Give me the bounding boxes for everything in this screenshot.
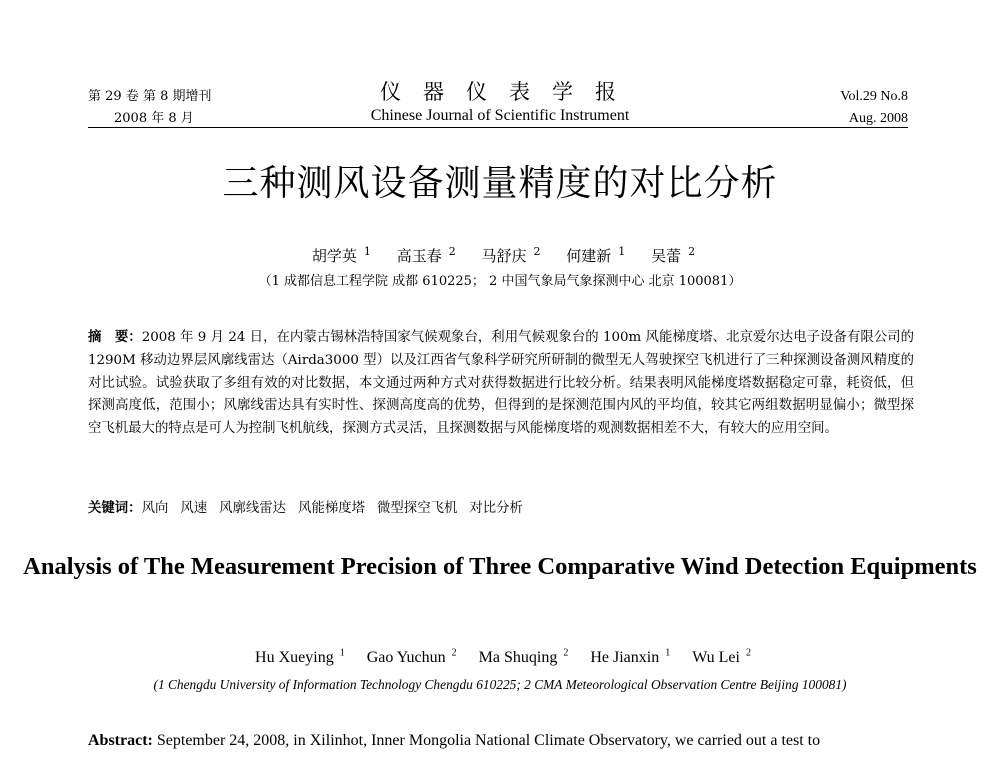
keyword: 风能梯度塔 bbox=[298, 501, 366, 516]
keyword: 对比分析 bbox=[469, 501, 523, 516]
paper-title-cn: 三种测风设备测量精度的对比分析 bbox=[222, 163, 778, 204]
keyword: 风速 bbox=[180, 501, 208, 516]
header-rule bbox=[88, 127, 908, 128]
author-list-en bbox=[0, 643, 1000, 669]
affiliation-cn: （1 成都信息工程学院 成都 610225； 2 中国气象局气象探测中心 北京 100081） bbox=[258, 274, 742, 289]
author-name: 吴蕾 bbox=[651, 247, 682, 265]
author-affiliation-mark: 1 bbox=[665, 648, 671, 659]
author-name: 高玉春 bbox=[396, 247, 442, 265]
keyword: 微型探空飞机 bbox=[377, 501, 458, 516]
abstract-text-en: September 24, 2008, in Xilinhot, Inner Mongolia National Climate Observatory, we carried out a test to bbox=[156, 732, 821, 749]
author-name: 马舒庆 bbox=[481, 247, 527, 265]
abstract-cn bbox=[88, 326, 914, 441]
abstract-label-cn: 摘 要： bbox=[88, 329, 142, 345]
author-affiliation-mark: 2 bbox=[451, 648, 457, 659]
author-en bbox=[686, 649, 751, 666]
author-affiliation-mark: 1 bbox=[618, 245, 626, 258]
author-name: Hu Xueying bbox=[255, 649, 334, 667]
author-affiliation-mark: 2 bbox=[688, 245, 696, 258]
keyword: 风向 bbox=[141, 501, 169, 516]
author-name: 何建新 bbox=[566, 247, 612, 265]
volume-issue: 第 29 卷 第 8 期增刊 bbox=[88, 89, 212, 104]
abstract-text-cn: 2008 年 9 月 24 日，在内蒙古锡林浩特国家气候观象台，利用气候观象台的 100m 风能梯度塔、北京爱尔达电子设备有限公司的 1290M 移动边界层风廓线雷达（Airda3000 型）以及江西省气象科学研究所研制的微型无人驾驶探空飞机进行了三种探测设备测风精度的对比试验。试验获取了多组有效的对比数据，本文通过两种方式对获得数据进行比较分析。结果表明风能梯度塔数据稳定可靠，耗资低，但探测高度低，范围小；风廓线雷达具有实时性、探测高度高的优势，但得到的是探测范围内风的平均值，较其它两组数据明显偏小；微型探空飞机最大的特点是可人为控制飞机航线，探测方式灵活，且探测数据与风能梯度塔的观测数据相差不大，有较大的应用空间。 bbox=[88, 330, 914, 437]
author-affiliation-mark: 2 bbox=[533, 245, 541, 258]
keywords-label-cn: 关键词： bbox=[88, 500, 142, 516]
author-en bbox=[584, 649, 670, 666]
author-affiliation-mark: 1 bbox=[339, 648, 345, 659]
author-cn bbox=[559, 247, 625, 265]
author-list-cn bbox=[0, 240, 1000, 268]
journal-volume-info-en bbox=[840, 86, 908, 130]
affiliation-en: (1 Chengdu University of Information Technology Chengdu 610225; 2 CMA Meteorological Observation Centre Beijing 100081) bbox=[153, 677, 847, 692]
author-name: Ma Shuqing bbox=[478, 649, 558, 667]
author-name: Wu Lei bbox=[692, 649, 740, 667]
author-name: He Jianxin bbox=[590, 649, 660, 667]
author-name: Gao Yuchun bbox=[366, 649, 446, 667]
author-en bbox=[249, 649, 345, 666]
author-name: 胡学英 bbox=[311, 247, 357, 265]
author-en bbox=[473, 649, 569, 666]
publication-date-en: Aug. 2008 bbox=[848, 111, 908, 126]
abstract-label-en: Abstract: bbox=[88, 732, 153, 749]
publication-date-cn: 2008 年 8 月 bbox=[114, 111, 194, 126]
author-cn bbox=[474, 247, 540, 265]
author-affiliation-mark: 2 bbox=[448, 245, 456, 258]
keyword: 风廓线雷达 bbox=[219, 501, 287, 516]
author-affiliation-mark: 2 bbox=[563, 648, 569, 659]
author-cn bbox=[305, 247, 371, 265]
abstract-en bbox=[88, 730, 918, 752]
journal-name-cn: 仪器仪表学报 bbox=[380, 80, 638, 104]
volume-issue-en: Vol.29 No.8 bbox=[840, 89, 908, 104]
author-affiliation-mark: 1 bbox=[363, 245, 371, 258]
author-cn bbox=[644, 247, 695, 265]
author-cn bbox=[390, 247, 456, 265]
author-en bbox=[361, 649, 457, 666]
paper-title-en: Analysis of The Measurement Precision of Three Comparative Wind Detection Equipments bbox=[23, 553, 977, 580]
keywords-cn bbox=[88, 497, 914, 520]
journal-name-en: Chinese Journal of Scientific Instrument bbox=[370, 107, 630, 124]
author-affiliation-mark: 2 bbox=[745, 648, 751, 659]
